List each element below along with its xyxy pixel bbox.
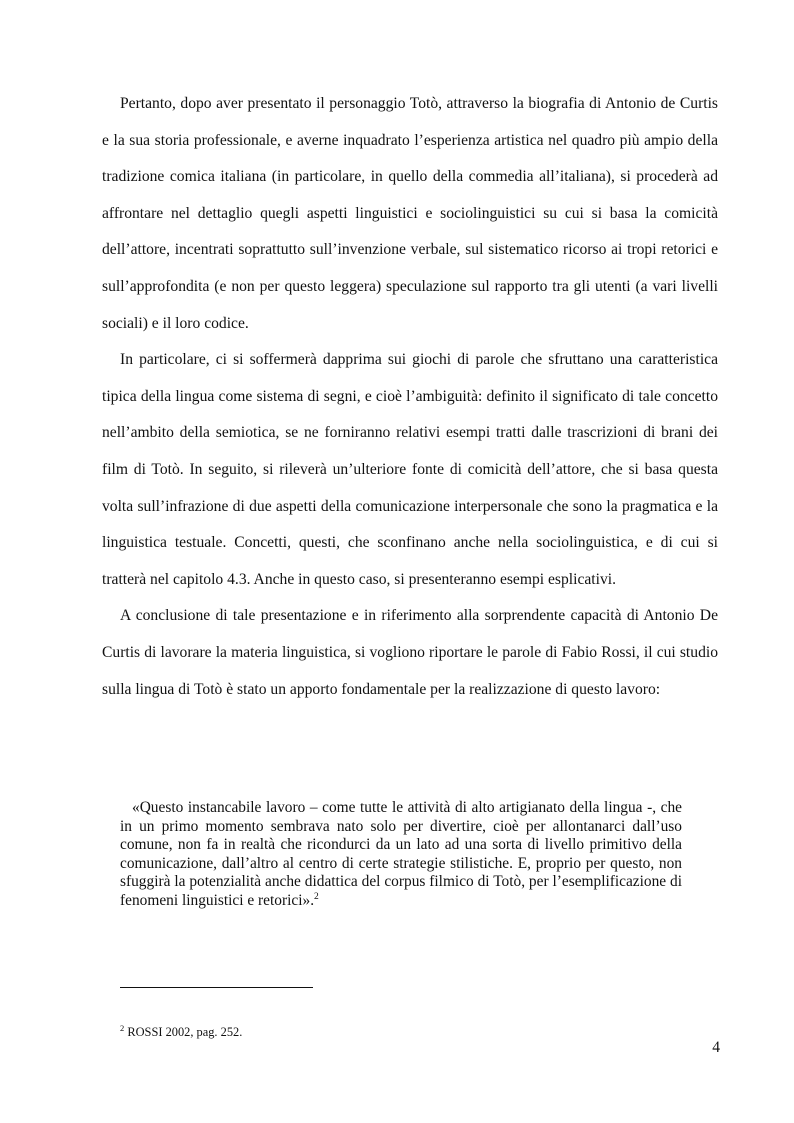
footnote-marker: 2 [120,1022,125,1033]
footnote-reference: 2 [314,891,319,902]
quote-text: «Questo instancabile lavoro – come tutte le attività di alto artigianato della lingua -, che in un primo momento sembrava nato solo per divertire, cioè per allontanarci dall’uso comune, non fa in realtà che ricondurci da un lato ad una sorta di livello primitivo della comunicazione, dall’altro al centro di certe strategie stilistiche. E, proprio per questo, non sfuggirà la potenzialità anche didattica del corpus filmico di Totò, per l’esemplificazione di fenomeni linguistici e retorici». [120,799,682,909]
footnote [120,1024,242,1040]
paragraph-3: A conclusione di tale presentazione e in riferimento alla sorprendente capacità di Antonio De Curtis di lavorare la materia linguistica, si vogliono riportare le parole di Fabio Rossi, il cui studio sulla lingua di Totò è stato un apporto fondamentale per la realizzazione di questo lavoro: [102,607,718,698]
paragraph-2: In particolare, ci si soffermerà dapprima sui giochi di parole che sfruttano una caratteristica tipica della lingua come sistema di segni, e cioè l’ambiguità: definito il significato di tale concetto nell’ambito della semiotica, se ne forniranno relativi esempi tratti dalle trascrizioni di brani dei film di Totò. In seguito, si rileverà un’ulteriore fonte di comicità dell’attore, che si basa questa volta sull’infrazione di due aspetti della comunicazione interpersonale che sono la pragmatica e la linguistica testuale. Concetti, questi, che sconfinano anche nella sociolinguistica, e di cui si tratterà nel capitolo 4.3. Anche in questo caso, si presenteranno esempi esplicativi. [102,351,718,588]
page-number: 4 [712,1039,720,1056]
block-quote [120,799,682,911]
footnote-separator [120,987,313,988]
paragraph-1: Pertanto, dopo aver presentato il personaggio Totò, attraverso la biografia di Antonio de Curtis e la sua storia professionale, e averne inquadrato l’esperienza artistica nel quadro più ampio della tradizione comica italiana (in particolare, in quello della commedia all’italiana), si procederà ad affrontare nel dettaglio quegli aspetti linguistici e sociolinguistici su cui si basa la comicità dell’attore, incentrati soprattutto sull’invenzione verbale, sul sistematico ricorso ai tropi retorici e sull’approfondita (e non per questo leggera) speculazione sul rapporto tra gli utenti (a vari livelli sociali) e il loro codice. [102,95,718,332]
footnote-text: ROSSI 2002, pag. 252. [124,1025,243,1039]
body-text [102,86,718,708]
